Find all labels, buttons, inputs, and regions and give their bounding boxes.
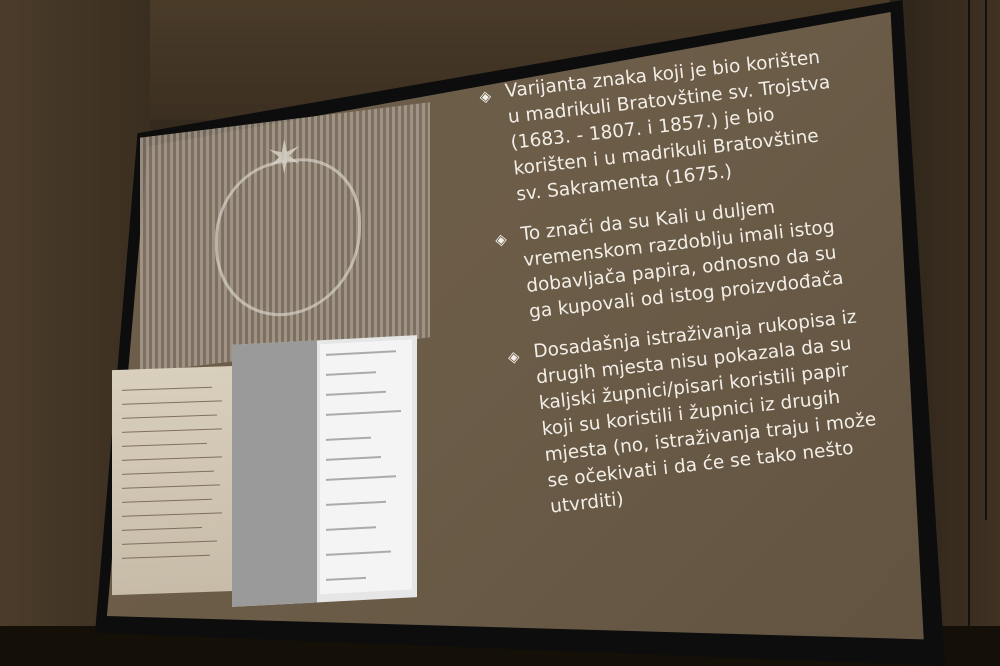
manuscript-line <box>122 555 210 559</box>
manuscript-line <box>122 400 222 404</box>
register-line <box>326 371 376 376</box>
register-line <box>326 577 366 581</box>
bullet-text: To znači da su Kali u duljem vremenskom razdoblju imali istog dobavljača papira, odnosno da su ga kupovali od istog proizvdođača <box>519 196 845 323</box>
bullet-text: Varijanta znaka koji je bio korišten u madrikuli Bratovštine sv. Trojstva (1683. - 1807. i 1857.) je bio korišten i u madrikuli Bratovštine sv. Sakramenta (1675.) <box>504 46 832 206</box>
diamond-bullet-icon: ◈ <box>506 347 521 367</box>
register-left-page <box>232 340 317 606</box>
watermark-circle <box>215 151 361 325</box>
watermark-star-icon: ✶ <box>265 127 304 187</box>
register-line <box>326 350 396 356</box>
slide-bullet-list <box>478 43 885 537</box>
manuscript-line <box>122 387 212 391</box>
manuscript-line <box>122 443 207 447</box>
diamond-bullet-icon: ◈ <box>478 86 493 106</box>
register-line <box>326 475 396 481</box>
manuscript-image <box>112 366 237 595</box>
register-line <box>326 410 401 416</box>
register-right-page <box>320 339 412 594</box>
manuscript-line <box>122 499 212 503</box>
register-line <box>326 551 391 556</box>
register-image <box>232 335 417 607</box>
manuscript-line <box>122 527 202 531</box>
register-line <box>326 456 381 461</box>
bullet-text: Dosadašnja istraživanja rukopisa iz drugih mjesta nisu pokazala da su kaljski župnici/pisari koristili papir koji su koristili i župnici iz drugih mjesta (no, istraživanja traju i može se očekivati i da će se tako nešto utvrditi) <box>532 306 878 518</box>
watermark-image <box>140 102 430 373</box>
manuscript-line <box>122 456 222 460</box>
manuscript-line <box>122 415 217 419</box>
manuscript-line <box>122 512 222 516</box>
cable <box>968 0 970 666</box>
register-line <box>326 501 386 506</box>
cable <box>985 0 987 520</box>
register-line <box>326 437 371 441</box>
manuscript-line <box>122 428 222 432</box>
diamond-bullet-icon: ◈ <box>494 229 508 250</box>
bullet-item <box>506 304 884 524</box>
manuscript-line <box>122 471 214 475</box>
register-line <box>326 526 376 531</box>
manuscript-line <box>122 541 217 545</box>
manuscript-line <box>122 484 220 488</box>
bullet-item <box>494 186 863 328</box>
register-line <box>326 391 386 396</box>
